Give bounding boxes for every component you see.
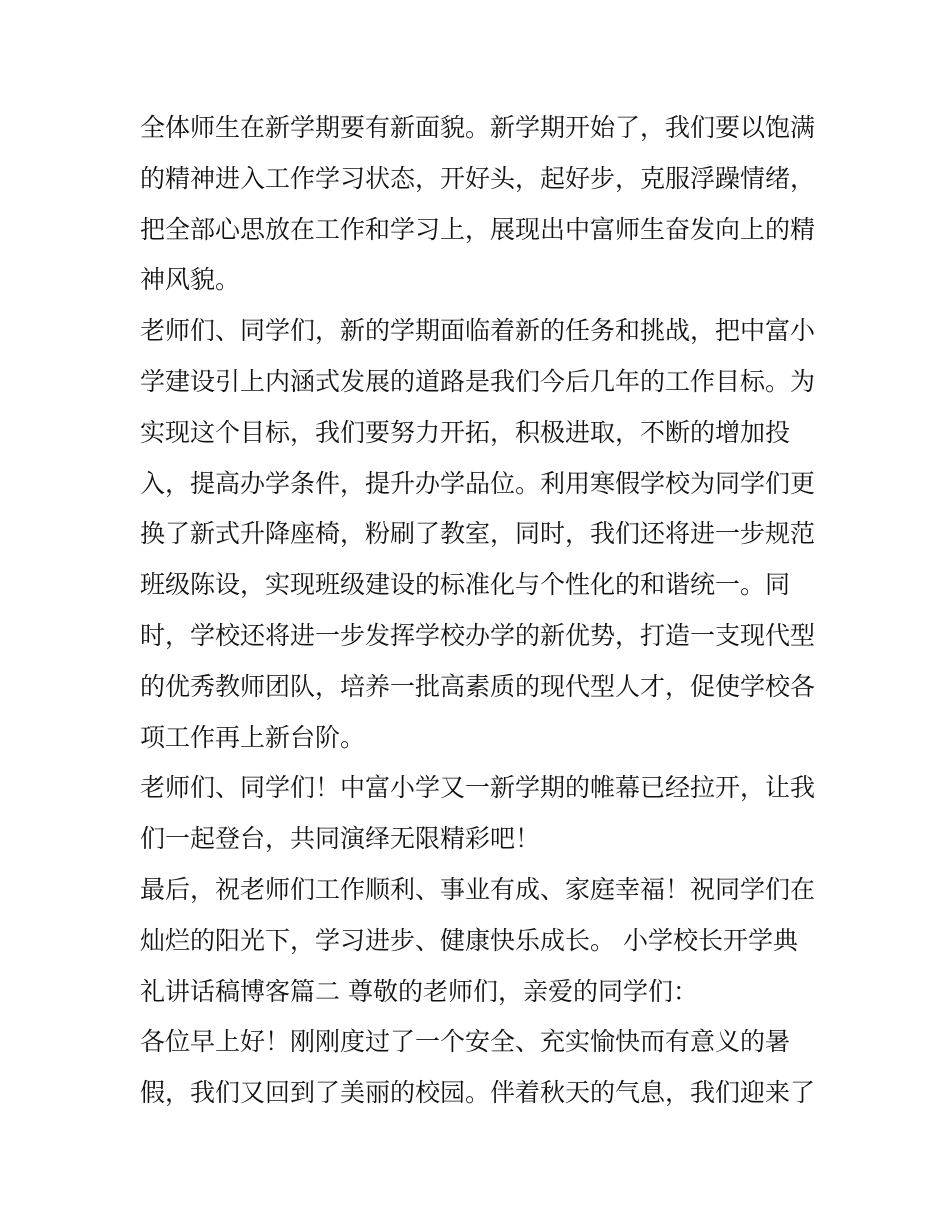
text-line: 项工作再上新台阶。 xyxy=(140,722,366,752)
text-line: 各位早上好！刚刚度过了一个安全、充实愉快而有意义的暑 xyxy=(140,1027,791,1057)
text-line: 们一起登台，共同演绎无限精彩吧！ xyxy=(140,824,541,854)
text-line: 时，学校还将进一步发挥学校办学的新优势，打造一支现代型 xyxy=(140,620,816,650)
text-line: 老师们、同学们，新的学期面临着新的任务和挑战，把中富小 xyxy=(140,316,816,346)
text-line: 神风貌。 xyxy=(140,265,241,295)
text-line: 全体师生在新学期要有新面貌。新学期开始了，我们要以饱满 xyxy=(140,113,816,142)
text-line: 学建设引上内涵式发展的道路是我们今后几年的工作目标。为 xyxy=(140,366,816,396)
text-line: 入，提高办学条件，提升办学品位。利用寒假学校为同学们更 xyxy=(140,468,816,498)
body-text xyxy=(140,103,820,1119)
text-line: 的精神进入工作学习状态，开好头，起好步，克服浮躁情绪， xyxy=(140,163,816,193)
text-line: 把全部心思放在工作和学习上，展现出中富师生奋发向上的精 xyxy=(140,214,816,244)
text-line: 礼讲话稿博客篇二 尊敬的老师们，亲爱的同学们： xyxy=(140,976,698,1006)
text-line: 假，我们又回到了美丽的校园。伴着秋天的气息，我们迎来了 xyxy=(140,1078,816,1108)
text-line: 老师们、同学们！中富小学又一新学期的帷幕已经拉开，让我 xyxy=(140,773,816,803)
text-line: 班级陈设，实现班级建设的标准化与个性化的和谐统一。同 xyxy=(140,570,791,600)
text-line: 最后，祝老师们工作顺利、事业有成、家庭幸福！祝同学们在 xyxy=(140,874,816,904)
text-line: 换了新式升降座椅，粉刷了教室，同时，我们还将进一步规范 xyxy=(140,519,816,549)
text-line: 的优秀教师团队，培养一批高素质的现代型人才，促使学校各 xyxy=(140,671,816,701)
text-line: 灿烂的阳光下，学习进步、健康快乐成长。 小学校长开学典 xyxy=(140,925,798,955)
text-line: 实现这个目标，我们要努力开拓，积极进取，不断的增加投 xyxy=(140,417,791,447)
